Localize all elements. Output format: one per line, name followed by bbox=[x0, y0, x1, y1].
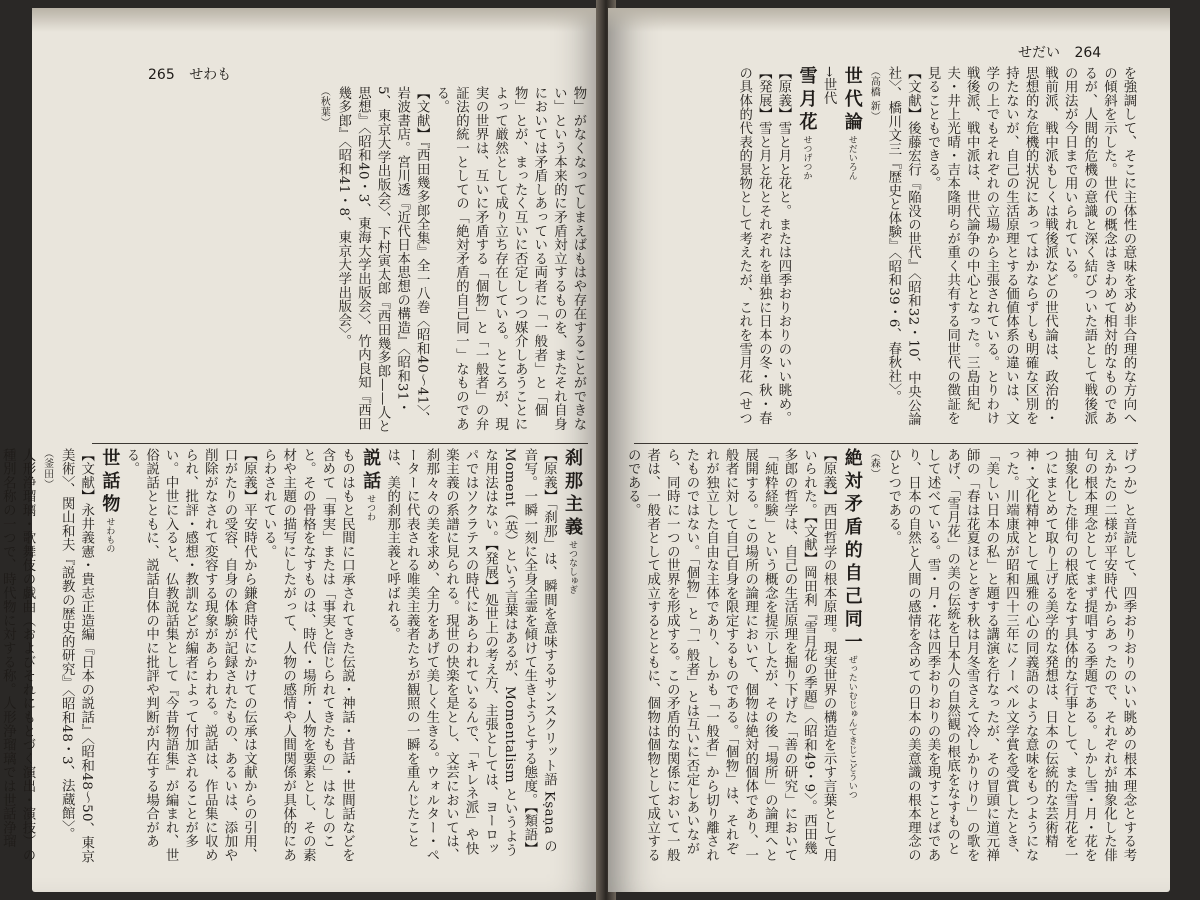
headword-reading: せつわ bbox=[365, 494, 376, 521]
headword-text: 世話物 bbox=[99, 448, 121, 517]
right-page-header bbox=[1018, 42, 1111, 62]
entry-headword bbox=[96, 448, 122, 866]
headword-text: 説話 bbox=[360, 448, 382, 494]
running-head: せだい bbox=[1018, 45, 1060, 61]
entry-author: （森） bbox=[868, 448, 880, 480]
section-divider bbox=[634, 443, 1138, 444]
entry-body-text: 【原義】雪と月と花と。または四季おりおりのいい眺め。【発展】雪と月と花とそれぞれを単独に日本の冬・秋・春の具体的代表的景物として考えたが、これを雪月花（せつ bbox=[736, 66, 791, 425]
left-page-header bbox=[148, 64, 241, 84]
entry-body-text: げつか）と音読して、四季おりおりのいい眺めの根本理念とする考えかたの二様が平安時代からあったので、それぞれが抽象化した俳句の根本理念としてまず提唱する季題である。しかし雪・月・花を抽象化した俳句の根底をなす具体的な行事として、また雪月花を一つにまとめて取り上げる美学的な発想は、日本の伝統的な芸術精神・文化精神として風雅の心の同義語のような意味をもつようになった。川端康成が昭和四十三年にノーベル文学賞を受賞したとき、「美しい日本の私」と題する講演を行なったが、その冒頭に道元禅師の「春は花夏ほととぎす秋は月冬雪さえて冷しかりけり」の歌をあげ、「雪月花」の美の伝統を日本人の自然観の根底をなすものとして述べている。雪・月・花は四季おりおりの美を現すことばであり、日本の自然と人間の感情を含めての日本の美意識の根本理念のひとつである。 bbox=[885, 448, 1136, 862]
left-lower-text bbox=[0, 448, 584, 866]
headword-reading: せつなしゅぎ bbox=[567, 540, 577, 594]
entry-author: （秋葉） bbox=[318, 86, 330, 128]
left-upper-text bbox=[102, 86, 588, 436]
entry-body-text: →世代 bbox=[821, 66, 837, 106]
entry-headword bbox=[558, 448, 584, 866]
entry-body-text: 戦前派、戦中派もしくは戦後派などの世代論は、政治的・思想的な危機的状況にあってはかならずしも明確な区別を持たないが、自己の生活原理とする価値体系の違いは、文学の上でもそれぞれの立場から主張されている。とりわけ戦後派、戦中派は、世代論争の中心となった。三島由紀夫・井上光晴・吉本隆明らが重く共有する同世代の徴証を見ることもできる。 bbox=[925, 66, 1058, 425]
headword-text: 絶対矛盾的自己同一 bbox=[841, 448, 863, 655]
running-head: せわも bbox=[189, 67, 232, 83]
headword-text: 世代論 bbox=[841, 66, 863, 135]
entry-headword bbox=[793, 66, 819, 438]
page-top-shadow bbox=[32, 8, 604, 32]
page-top-shadow bbox=[608, 8, 1170, 32]
headword-text: 雪月花 bbox=[796, 66, 818, 135]
entry-body-text: 【文献】『西田幾多郎全集』全一八巻〈昭和40〜41〉、岩波書店。宮川透『近代日本思想の構造』〈昭和31・5、東京大学出版会〉、下村寅太郎『西田幾多郎——人と思想』〈昭和40・3、東海大学出版会〉、竹内良知『西田幾多郎』〈昭和41・8、東京大学出版会〉。 bbox=[335, 86, 430, 434]
entry-body-text: 【文献】永井義憲・貴志正造編『日本の説話』〈昭和48〜50、東京美術〉、関山和夫『説教の歴史的研究』〈昭和48・3、法蔵館〉。 bbox=[59, 448, 94, 864]
page-number: 265 bbox=[148, 67, 175, 83]
entry-body-text: 【原義】平安時代から鎌倉時代にかけての伝承は文献からの引用、口がたりの受容、自身の体験が記録されたもの、あるいは、添加や削除がなされて変容する現象があらわれる。説話は、作品集に収められ、批評・感想・教訓などが編者によって付加されることが多い。中世に入ると、仏教説話集として『今昔物語集』が編まれ、世俗説話とともに、説話自体の中に批評や判断が内在する場合がある。 bbox=[123, 448, 257, 862]
entry-author: （高橋 新） bbox=[868, 66, 880, 122]
right-page bbox=[608, 8, 1170, 892]
entry-body-text: を強調して、そこに主体性の意味を求め非合理的な方向への傾斜を示した。世代の概念はきわめて相対的なものであるが、人間的危機の意識と深く結びついた語として戦後派の用法が今日まで用いられている。 bbox=[1062, 66, 1136, 425]
entry-body-text: 【文献】後藤宏行『陥没の世代』〈昭和32・10、中央公論社〉、橋川文三『歴史と体験』〈昭和39・6、春秋社〉。 bbox=[885, 66, 921, 427]
headword-text: 刹那主義 bbox=[562, 448, 583, 540]
left-page bbox=[0, 8, 604, 892]
right-lower-text bbox=[625, 448, 1138, 866]
headword-reading: せわもの bbox=[104, 517, 115, 553]
entry-author: （釜田） bbox=[41, 448, 53, 490]
headword-reading: ぜったいむじゅんてきじこどういつ bbox=[846, 655, 857, 799]
headword-reading: せだいろん bbox=[846, 135, 857, 180]
right-upper-text bbox=[644, 66, 1138, 438]
section-divider bbox=[92, 443, 588, 444]
page-number: 264 bbox=[1074, 45, 1102, 61]
entry-headword bbox=[838, 448, 864, 866]
headword-reading: せつげつか bbox=[801, 135, 812, 180]
entry-body-text: 人形浄瑠璃・歌舞伎の戯曲（およびそれにもとづく演出・演技）の種別名称の一つで、時代物に対する称。人形浄瑠璃では世話浄瑠 bbox=[0, 448, 35, 862]
entry-headword bbox=[356, 448, 382, 866]
entry-body-text: ものはもと民間に口承されてきた伝説・神話・昔話・世間話などを含めて「事実」または「事実と信じられてきたもの」はなしのこと。その骨格をなすものは、時代・場所・人物を要素とし、その素材や主題の描写にしたがって、人物の感情や人間関係が具体的にあらわされている。 bbox=[261, 448, 355, 862]
entry-body-text: 【原義】「刹那」は、瞬間を意味するサンスクリット語 Kṣaṇa の音写。一瞬一刻に全身全霊を傾けて生きようとする態度。【類語】Moment（英）という言葉はあるが、Momentalism というような用法はない。【発展】処世上の考え方、主張としては、ヨーロッパではソクラテスの時代にあらわれているんで、「キレネ派」や快楽主義の系譜に見られる。現世の快楽を是とし、文芸においては、刹那々々の美を求め、全力をあげて美しく生きる。ウォルター・ペーターに代表される唯美主義者たちが観照の一瞬を重んじたことは、美的刹那主義と呼ばれる。 bbox=[384, 448, 557, 862]
entry-body-text: 物」がなくなってしまえばもはや存在することができない」という本来的に矛盾対立するものを、またそれ自身においては矛盾しあっている両者に「一般者」と「個物」とが、まったく互いに否定しつつ媒介しあうことによって厳然として成り立ち存在している。ところが、現実の世界は、互いに矛盾する「個物」と「一般者」の弁証法的統一としての「絶対矛盾的自己同一」なものである。 bbox=[433, 86, 586, 431]
entry-body-text: 【原義】西田哲学の根本原理。現実世界の構造を示す言葉として用いられた。【文献】岡田利『雪月花の季題』〈昭和49・9〉。西田幾多郎の哲学は、自己の生活原理を掘り下げた「善の研究」において「純粋経験」という概念を提示したが、その後「場所」の論理へと展開する。この場所の論理において、個物は絶対的個体であり、一般者に対して自己自身を限定するものである。「個物」は、それぞれが独立した自由な主体であり、しかも「一般者」から切り離されたものではない。「個物」と「一般者」とは互いに否定しあいながら、同時に一つの世界を形成する。この矛盾的な関係において一般者は、一般者として成立するとともに、個物は個物として成立するのである。 bbox=[625, 448, 837, 862]
entry-headword bbox=[838, 66, 864, 438]
